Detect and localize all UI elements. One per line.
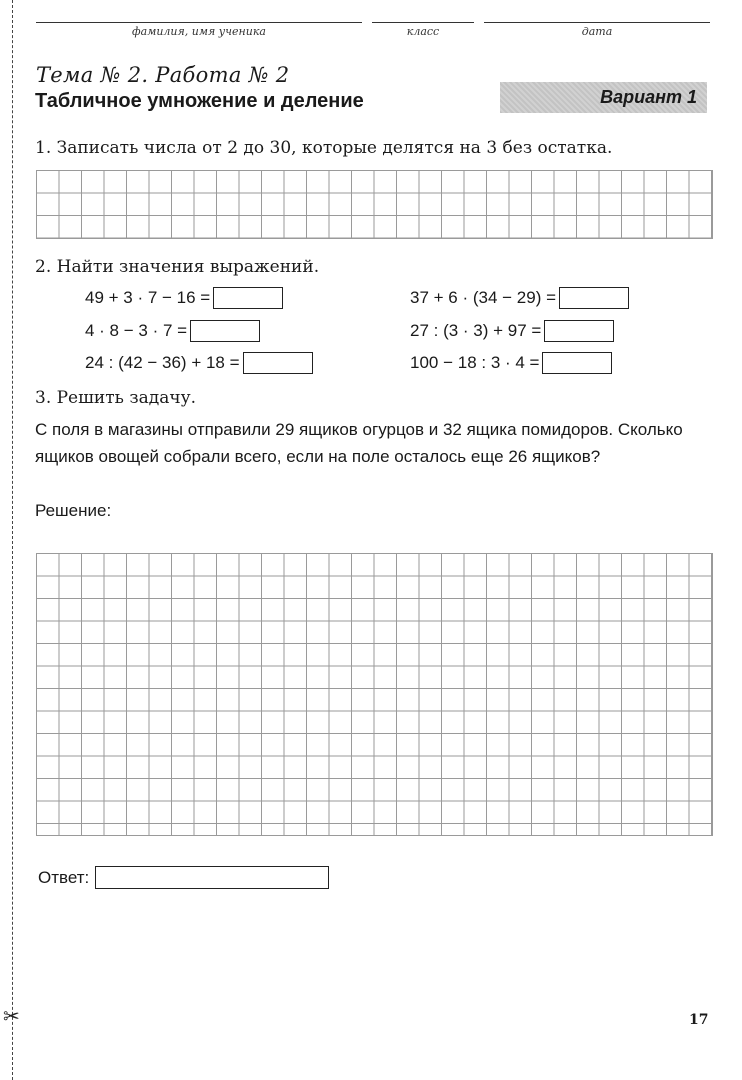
answer-box[interactable] xyxy=(95,866,329,889)
expression-2-answer-box[interactable] xyxy=(190,320,260,342)
scissors-icon: ✂ xyxy=(3,1004,20,1028)
cut-line xyxy=(12,0,13,1080)
expression-2-text: 4 · 8 − 3 · 7 = xyxy=(85,321,188,340)
expression-3-answer-box[interactable] xyxy=(243,352,313,374)
expression-1-answer-box[interactable] xyxy=(213,287,283,309)
date-line[interactable] xyxy=(484,22,710,23)
task1-answer-grid[interactable] xyxy=(36,170,713,239)
expression-4-text: 37 + 6 · (34 − 29) = xyxy=(410,288,557,307)
page-title: Табличное умножение и деление xyxy=(35,90,364,112)
class-label: класс xyxy=(406,25,440,38)
date-label: дата xyxy=(581,25,613,38)
class-line[interactable] xyxy=(372,22,474,23)
answer-row xyxy=(38,866,329,889)
task1-text: 1. Записать числа от 2 до 30, которые делятся на 3 без остатка. xyxy=(35,138,613,158)
expression-5 xyxy=(410,320,614,342)
task2-text: 2. Найти значения выражений. xyxy=(35,257,320,277)
expression-6-text: 100 − 18 : 3 · 4 = xyxy=(410,353,540,372)
expression-1 xyxy=(85,287,283,309)
page-number: 17 xyxy=(689,1012,709,1028)
expression-4-answer-box[interactable] xyxy=(559,287,629,309)
expression-1-text: 49 + 3 · 7 − 16 = xyxy=(85,288,211,307)
expression-4 xyxy=(410,287,629,309)
topic-heading: Тема № 2. Работа № 2 xyxy=(36,63,290,87)
solution-grid[interactable] xyxy=(36,553,713,836)
task3-problem: С поля в магазины отправили 29 ящиков огурцов и 32 ящика помидоров. Сколько ящиков овощей собрали всего, если на поле осталось еще 26 ящиков? xyxy=(35,420,683,466)
task3-text: 3. Решить задачу. xyxy=(35,388,196,408)
expression-3-text: 24 : (42 − 36) + 18 = xyxy=(85,353,240,372)
answer-label: Ответ: xyxy=(38,867,90,887)
expression-5-text: 27 : (3 · 3) + 97 = xyxy=(410,321,542,340)
expression-3 xyxy=(85,352,313,374)
solution-label: Решение: xyxy=(35,501,112,520)
student-name-line[interactable] xyxy=(36,22,362,23)
expression-2 xyxy=(85,320,260,342)
expression-6-answer-box[interactable] xyxy=(542,352,612,374)
expression-5-answer-box[interactable] xyxy=(544,320,614,342)
variant-badge: Вариант 1 xyxy=(500,82,707,113)
student-name-label: фамилия, имя ученика xyxy=(132,25,266,38)
expression-6 xyxy=(410,352,612,374)
